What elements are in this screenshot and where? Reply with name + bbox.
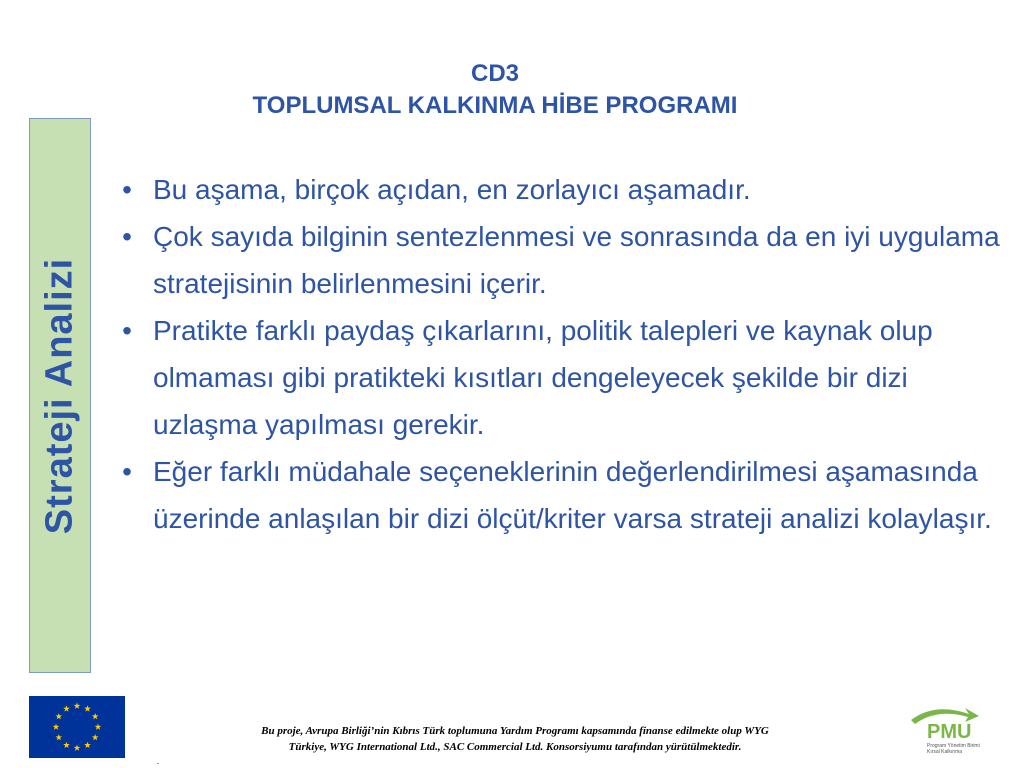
footer-dot: . bbox=[157, 757, 159, 766]
bullet-text: Pratikte farklı paydaş çıkarlarını, politik talepleri ve kaynak olup olmaması gibi pratikteki kısıtları dengeleyecek şekilde bir dizi uzlaşma yapılması gerekir. bbox=[153, 315, 933, 440]
pmu-logo-icon bbox=[905, 700, 985, 760]
pmu-wordmark: PMU bbox=[927, 721, 972, 743]
bullet-marker: • bbox=[122, 315, 132, 346]
bullet-item bbox=[112, 166, 1017, 213]
title-line-2: TOPLUMSAL KALKINMA HİBE PROGRAMI bbox=[252, 92, 738, 119]
pmu-subtitle-2: Kırsal Kalkınma bbox=[927, 749, 963, 755]
eu-star-icon bbox=[95, 724, 102, 730]
eu-star-icon bbox=[55, 734, 62, 740]
eu-star-icon bbox=[92, 734, 99, 740]
eu-star-icon bbox=[63, 705, 70, 711]
bullet-text: Bu aşama, birçok açıdan, en zorlayıcı aşamadır. bbox=[153, 174, 751, 205]
bullet-marker: • bbox=[122, 456, 132, 487]
bullet-marker: • bbox=[122, 174, 132, 205]
slide-title bbox=[150, 58, 840, 122]
pmu-subtitle-1: Program Yönetim Birimi bbox=[927, 743, 980, 749]
side-label-panel bbox=[29, 118, 91, 673]
eu-flag-icon bbox=[29, 696, 125, 758]
bullet-item bbox=[112, 448, 1017, 542]
funding-notice-line-1: Bu proje, Avrupa Birliği’nin Kıbrıs Türk toplumuna Yardım Programı kapsamında finanse edilmekte olup WYG bbox=[261, 725, 769, 737]
bullet-item bbox=[112, 213, 1017, 307]
title-line-1: CD3 bbox=[470, 60, 519, 87]
eu-star-icon bbox=[84, 742, 91, 748]
eu-star-icon bbox=[53, 724, 60, 730]
eu-star-icon bbox=[92, 713, 99, 719]
funding-notice bbox=[160, 723, 870, 755]
funding-notice-line-2: Türkiye, WYG International Ltd., SAC Commercial Ltd. Konsorsiyumu tarafından yürütülmektedir. bbox=[288, 741, 742, 753]
bullet-item bbox=[112, 307, 1017, 448]
bullet-list bbox=[112, 166, 1017, 542]
eu-star-icon bbox=[74, 745, 81, 751]
bullet-text: Çok sayıda bilginin sentezlenmesi ve sonrasında da en iyi uygulama stratejisinin belirlenmesini içerir. bbox=[153, 221, 1000, 299]
eu-star-icon bbox=[84, 705, 91, 711]
eu-star-icon bbox=[63, 742, 70, 748]
eu-star-icon bbox=[55, 713, 62, 719]
eu-stars-icon bbox=[29, 696, 125, 758]
bullet-text: Eğer farklı müdahale seçeneklerinin değerlendirilmesi aşamasında üzerinde anlaşılan bir dizi ölçüt/kriter varsa strateji analizi kolaylaşır. bbox=[153, 456, 992, 534]
side-label: Strateji Analizi bbox=[38, 257, 81, 534]
pmu-logo bbox=[905, 700, 985, 760]
eu-star-icon bbox=[74, 703, 81, 709]
bullet-marker: • bbox=[122, 221, 132, 252]
